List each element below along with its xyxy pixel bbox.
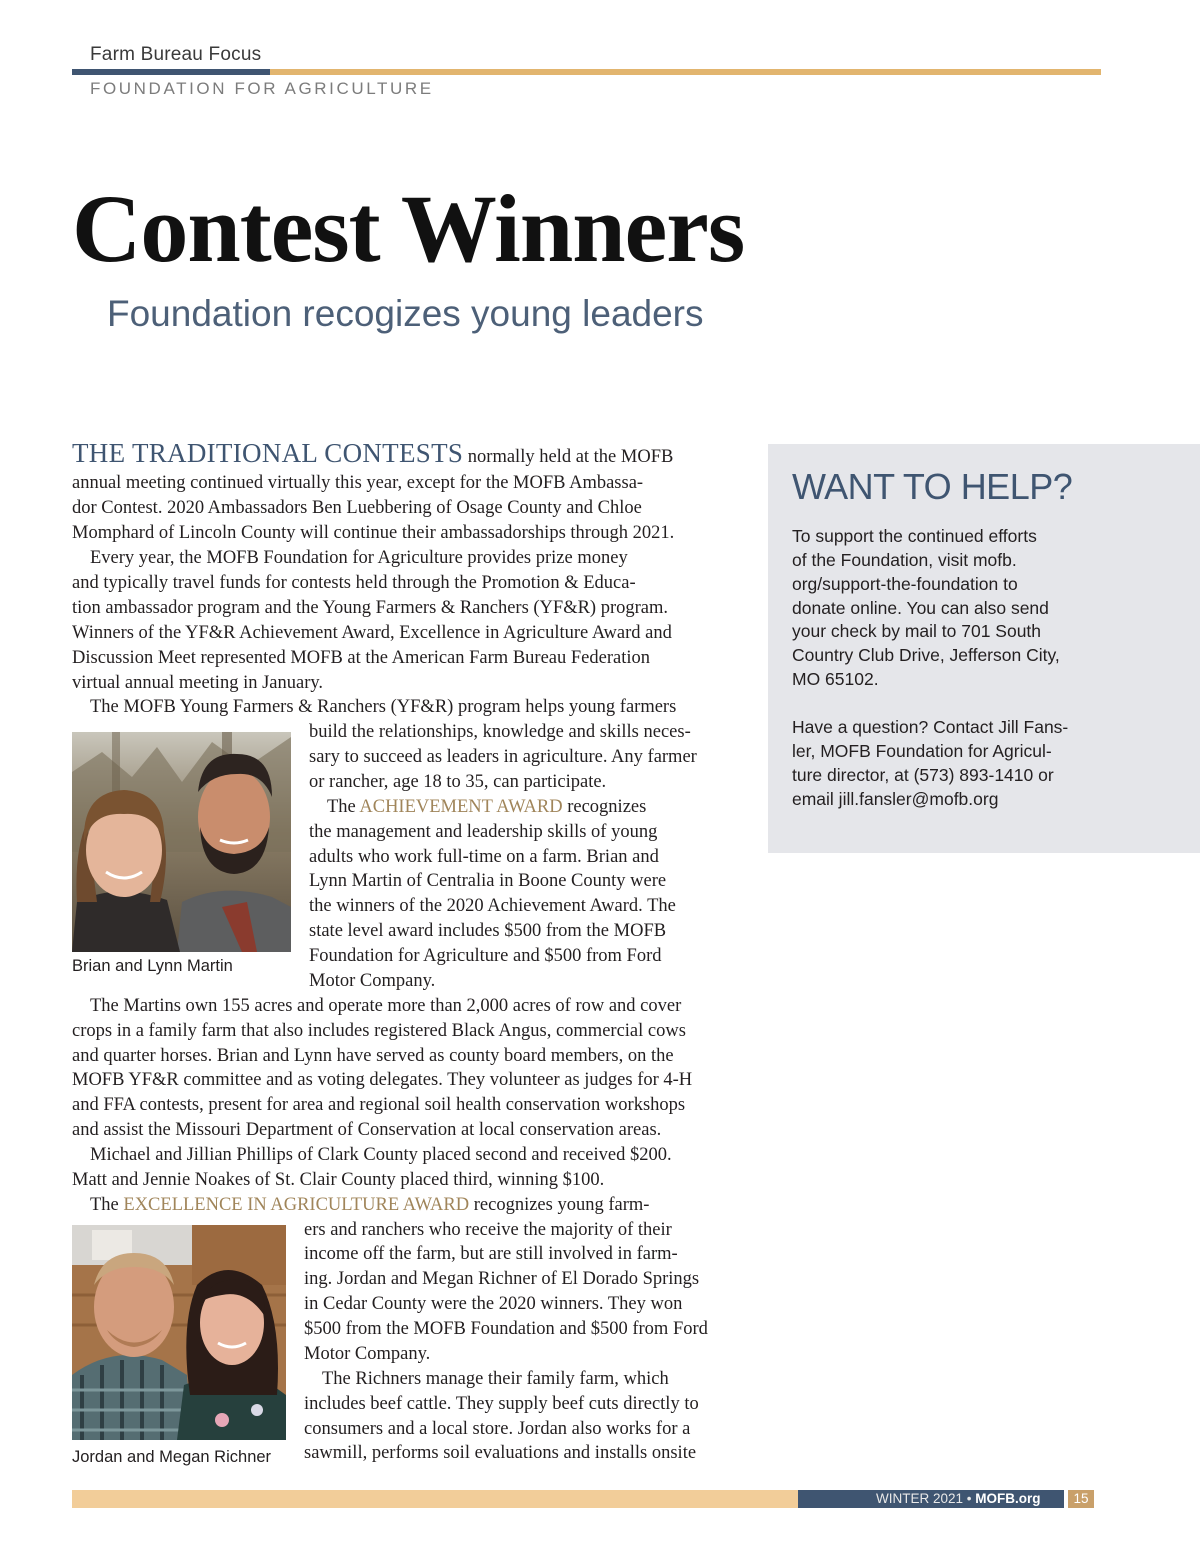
excellence-award-label: EXCELLENCE IN AGRICULTURE AWARD (123, 1195, 470, 1215)
article-paragraph-line: Foundation for Agriculture and $500 from Ford (309, 946, 662, 966)
article-paragraph-line: The EXCELLENCE IN AGRICULTURE AWARD recognizes young farm- (90, 1195, 650, 1215)
footer-issue-info (876, 1490, 1041, 1508)
sidebar-text-line: To support the continued efforts (792, 526, 1037, 546)
article-paragraph-line: sary to succeed as leaders in agriculture. Any farmer (309, 747, 697, 767)
article-paragraph-line: build the relationships, knowledge and skills neces- (309, 722, 691, 742)
article-paragraph-line: The Richners manage their family farm, which (322, 1369, 669, 1389)
article-paragraph-line: and typically travel funds for contests held through the Promotion & Educa- (72, 573, 636, 593)
article-paragraph-line: Every year, the MOFB Foundation for Agriculture provides prize money (90, 548, 628, 568)
article-paragraph-line: MOFB YF&R committee and as voting delegates. They volunteer as judges for 4-H (72, 1070, 693, 1090)
article-paragraph-line: Motor Company. (309, 971, 436, 991)
couple-photo-illustration (72, 1225, 286, 1440)
article-paragraph-line: virtual annual meeting in January. (72, 673, 324, 693)
couple-photo-illustration (72, 732, 291, 952)
photo-jordan-megan-richner (72, 1225, 286, 1440)
article-deck: Foundation recogizes young leaders (107, 293, 704, 334)
footer-issue: WINTER 2021 (876, 1491, 964, 1506)
sidebar-heading: WANT TO HELP? (792, 466, 1073, 507)
article-paragraph-line: Momphard of Lincoln County will continue their ambassadorships through 2021. (72, 523, 675, 543)
article-paragraph-line: the management and leadership skills of young (309, 822, 658, 842)
article-paragraph-line: income off the farm, but are still involved in farm- (304, 1244, 678, 1264)
article-paragraph-line: includes beef cattle. They supply beef cuts directly to (304, 1394, 699, 1414)
article-paragraph-line: The Martins own 155 acres and operate more than 2,000 acres of row and cover (90, 996, 682, 1016)
article-paragraph-line: ing. Jordan and Megan Richner of El Dorado Springs (304, 1269, 700, 1289)
article-paragraph-line: and assist the Missouri Department of Conservation at local conservation areas. (72, 1120, 662, 1140)
sidebar-text-line: email jill.fansler@mofb.org (792, 789, 999, 809)
article-paragraph-line: Michael and Jillian Phillips of Clark County placed second and received $200. (90, 1145, 672, 1165)
article-paragraph-line: tion ambassador program and the Young Farmers & Ranchers (YF&R) program. (72, 598, 669, 618)
article-paragraph-line: Discussion Meet represented MOFB at the American Farm Bureau Federation (72, 648, 650, 668)
sidebar-text-line: Country Club Drive, Jefferson City, (792, 645, 1060, 665)
sidebar-text-line: of the Foundation, visit mofb. (792, 550, 1017, 570)
article-paragraph-line: the winners of the 2020 Achievement Award. The (309, 896, 676, 916)
article-paragraph-line: The MOFB Young Farmers & Ranchers (YF&R) program helps young farmers (90, 697, 677, 717)
article-paragraph-line: ers and ranchers who receive the majority of their (304, 1220, 672, 1240)
article-paragraph-line: $500 from the MOFB Foundation and $500 from Ford (304, 1319, 708, 1339)
footer-site-link[interactable]: MOFB.org (975, 1491, 1041, 1506)
sidebar-text-line: donate online. You can also send (792, 598, 1049, 618)
sidebar-text-line: MO 65102. (792, 669, 879, 689)
publication-title: Farm Bureau Focus (90, 44, 262, 65)
article-paragraph-line: and FFA contests, present for area and regional soil health conservation workshops (72, 1095, 686, 1115)
page-title: Contest Winners (72, 175, 745, 282)
article-paragraph-line: Lynn Martin of Centralia in Boone County were (309, 871, 667, 891)
photo-brian-lynn-martin (72, 732, 291, 952)
header-rule-navy (72, 69, 270, 75)
header-rule-gold (270, 69, 1101, 75)
sidebar-text-line: ture director, at (573) 893-1410 or (792, 765, 1054, 785)
article-paragraph-line: sawmill, performs soil evaluations and installs onsite (304, 1443, 697, 1463)
article-paragraph-line: or rancher, age 18 to 35, can participate. (309, 772, 607, 792)
article-paragraph-line: adults who work full-time on a farm. Brian and (309, 847, 659, 867)
article-paragraph-line: Matt and Jennie Noakes of St. Clair County placed third, winning $100. (72, 1170, 605, 1190)
lead-in: THE TRADITIONAL CONTESTS (72, 438, 464, 468)
achievement-award-label: ACHIEVEMENT AWARD (359, 797, 563, 817)
article-paragraph-line: THE TRADITIONAL CONTESTS normally held at the MOFB (72, 438, 674, 468)
article-paragraph-line: crops in a family farm that also includes registered Black Angus, commercial cows (72, 1021, 686, 1041)
photo-caption: Brian and Lynn Martin (72, 957, 233, 975)
page-number: 15 (1068, 1490, 1094, 1508)
article-paragraph-line: in Cedar County were the 2020 winners. They won (304, 1294, 683, 1314)
article-paragraph-line: state level award includes $500 from the MOFB (309, 921, 667, 941)
footer-rule-gold (72, 1490, 798, 1508)
sidebar-text-line: org/support-the-foundation to (792, 574, 1018, 594)
section-label: FOUNDATION FOR AGRICULTURE (90, 79, 434, 98)
footer-separator: • (966, 1491, 972, 1506)
article-paragraph-line: The ACHIEVEMENT AWARD recognizes (327, 797, 647, 817)
article-paragraph-line: Winners of the YF&R Achievement Award, Excellence in Agriculture Award and (72, 623, 672, 643)
article-paragraph-line: consumers and a local store. Jordan also works for a (304, 1419, 691, 1439)
article-paragraph-line: Motor Company. (304, 1344, 431, 1364)
article-paragraph-line: and quarter horses. Brian and Lynn have served as county board members, on the (72, 1046, 674, 1066)
sidebar-text-line: Have a question? Contact Jill Fans- (792, 717, 1069, 737)
sidebar-text-line: your check by mail to 701 South (792, 621, 1042, 641)
article-paragraph-line: dor Contest. 2020 Ambassadors Ben Luebbering of Osage County and Chloe (72, 498, 642, 518)
photo-caption: Jordan and Megan Richner (72, 1448, 272, 1466)
sidebar-text-line: ler, MOFB Foundation for Agricul- (792, 741, 1052, 761)
article-paragraph-line: annual meeting continued virtually this year, except for the MOFB Ambassa- (72, 473, 644, 493)
